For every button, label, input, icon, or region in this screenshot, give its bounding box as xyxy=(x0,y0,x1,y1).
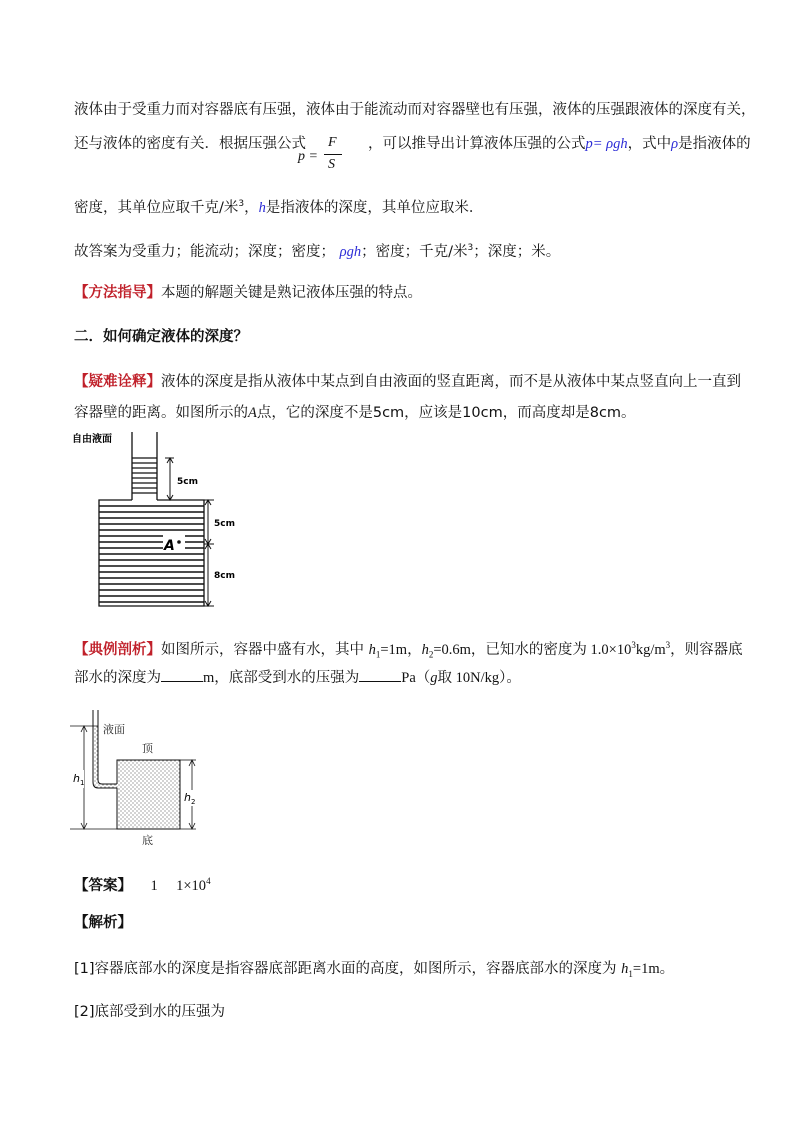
bottom-label: 底 xyxy=(142,834,153,847)
explain-line1: 【疑难诠释】液体的深度是指从液体中某点到自由液面的竖直距离，而不是从液体中某点竖直向上一直到 xyxy=(74,374,741,390)
example-line1: 【典例剖析】如图所示，容器中盛有水，其中 $h_1=1m$，$h_2=0.6m$，已知水的密度为 $1.0\times 10^3kg/m^3$，则容器底 xyxy=(74,640,743,660)
dim-bottom: 8cm xyxy=(214,571,235,581)
dim-mid: 5cm xyxy=(214,519,235,529)
answer-value-1: 1 xyxy=(150,877,158,894)
answer-blank-2 xyxy=(359,667,401,682)
surface-label: 液面 xyxy=(103,723,125,736)
dim-top: 5cm xyxy=(177,477,198,487)
analysis-label: 【解析】 xyxy=(74,915,132,931)
example-tag: 【典例剖析】 xyxy=(74,641,161,658)
figure-depth-diagram xyxy=(70,428,250,613)
point-a-dot xyxy=(177,540,181,544)
h2-label: $h_2$ xyxy=(184,791,196,806)
para1-line3: 密度，其单位应取千克/米$^3$，h是指液体的深度，其单位应取米． xyxy=(74,199,484,216)
free-surface-label: 自由液面 xyxy=(72,434,112,445)
figure-container-diagram xyxy=(70,708,230,850)
explain-tag: 【疑难诠释】 xyxy=(74,374,161,390)
para1-line2: 还与液体的密度有关．根据压强公式 ，可以推导出计算液体压强的公式p= ρgh，式中ρ是指液体的 xyxy=(74,136,751,152)
answer-blank-1 xyxy=(161,667,203,682)
analysis-line2: [2]底部受到水的压强为 xyxy=(74,1004,226,1020)
water-fill xyxy=(93,726,180,829)
h1-label: $h_1$ xyxy=(73,772,85,787)
pressure-formula-fraction: p = F S xyxy=(300,135,350,180)
analysis-line1: [1]容器底部水的深度是指容器底部距离水面的高度，如图所示，容器底部水的深度为 $h_1=1m$。 xyxy=(74,961,675,979)
method-tag: 【方法指导】 xyxy=(74,285,161,301)
answer-value-2: 1×10 xyxy=(176,877,207,894)
explain-line2: 容器壁的距离。如图所示的A点，它的深度不是5cm，应该是10cm，而高度却是8cm。 xyxy=(74,405,636,421)
section2-title: 二．如何确定液体的深度？ xyxy=(74,329,248,345)
tank-water-lines xyxy=(99,506,204,602)
tube-water-lines xyxy=(132,458,157,493)
para1-line1: 液体由于受重力而对容器底有压强，液体由于能流动而对容器壁也有压强，液体的压强跟液体的深度有关， xyxy=(74,102,756,118)
answer-row: 【答案】 1 $1\times 10^4$ xyxy=(74,876,211,894)
point-a-label: A xyxy=(164,538,175,554)
example-line2: 部水的深度为 m，底部受到水的压强为 Pa（g取 10N/kg）。 xyxy=(74,667,521,688)
answer-label: 【答案】 xyxy=(74,877,132,894)
method-guide: 【方法指导】本题的解题关键是熟记液体压强的特点。 xyxy=(74,285,422,301)
formula-p: p= ρgh xyxy=(585,136,628,152)
answer-line: 故答案为受重力；能流动；深度；密度； ρgh；密度；千克/米$^3$；深度；米。 xyxy=(74,243,561,260)
top-label: 顶 xyxy=(142,742,153,755)
